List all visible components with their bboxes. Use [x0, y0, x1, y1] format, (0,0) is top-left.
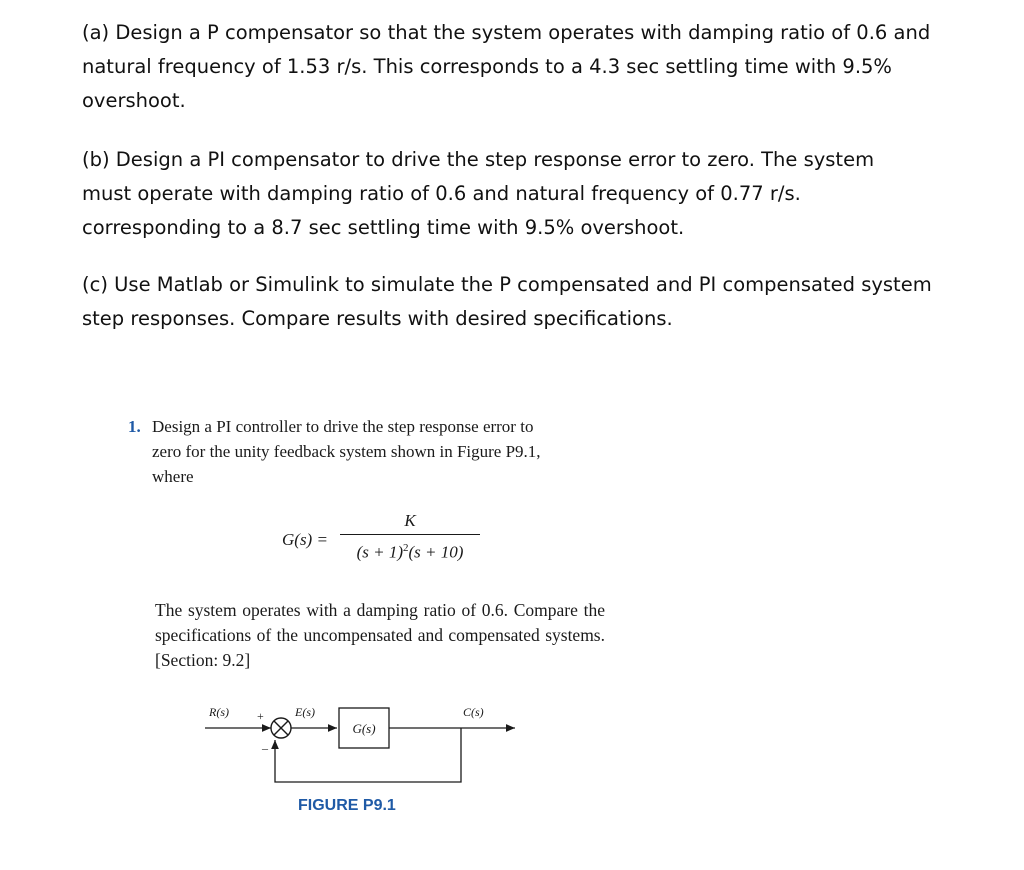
problem-line-3: where: [152, 467, 194, 486]
problem-line-1: Design a PI controller to drive the step response error to: [152, 417, 534, 436]
problem-line-2: zero for the unity feedback system shown in Figure P9.1,: [152, 442, 541, 461]
problem-statement: The system operates with a damping ratio of 0.6. Compare the specifications of the uncompensated and compensated systems. [Section: 9.2]: [155, 600, 605, 670]
part-b-line-3: corresponding to a 8.7 sec settling time with 9.5% overshoot.: [82, 216, 685, 239]
error-label: E(s): [295, 705, 315, 719]
equation-lhs: G(s) =: [282, 530, 328, 549]
denominator-factor-2: (s + 10): [408, 542, 464, 562]
summing-junction: [271, 718, 291, 738]
output-label: C(s): [463, 705, 484, 719]
problem-text: [152, 414, 622, 489]
plus-sign: +: [257, 709, 264, 723]
part-b-line-1: (b) Design a PI compensator to drive the step response error to zero. The system: [82, 148, 875, 171]
figure-caption: FIGURE P9.1: [298, 797, 396, 814]
equation-denominator: [340, 535, 480, 561]
part-b-line-2: must operate with damping ratio of 0.6 and natural frequency of 0.77 r/s.: [82, 182, 801, 205]
part-c-line-1: (c) Use Matlab or Simulink to simulate the P compensated and PI compensated system: [82, 273, 932, 296]
question-part-c: [82, 268, 982, 336]
block-label: G(s): [352, 721, 376, 736]
input-label: R(s): [209, 705, 229, 719]
equation-numerator: K: [404, 511, 416, 530]
part-a-line-3: overshoot.: [82, 89, 186, 112]
part-a-line-2: natural frequency of 1.53 r/s. This corresponds to a 4.3 sec settling time with 9.5%: [82, 55, 892, 78]
question-part-a: [82, 16, 982, 118]
denominator-factor-1: (s + 1): [356, 542, 403, 562]
problem-number: 1.: [128, 417, 141, 436]
denominator-exponent: 2: [403, 542, 409, 554]
question-part-b: [82, 143, 982, 245]
equation-fraction: [340, 508, 480, 561]
block-diagram: [195, 700, 535, 800]
part-c-line-2: step responses. Compare results with desired specifications.: [82, 307, 673, 330]
minus-sign: –: [262, 741, 268, 755]
part-a-line-1: (a) Design a P compensator so that the system operates with damping ratio of 0.6 and: [82, 21, 931, 44]
